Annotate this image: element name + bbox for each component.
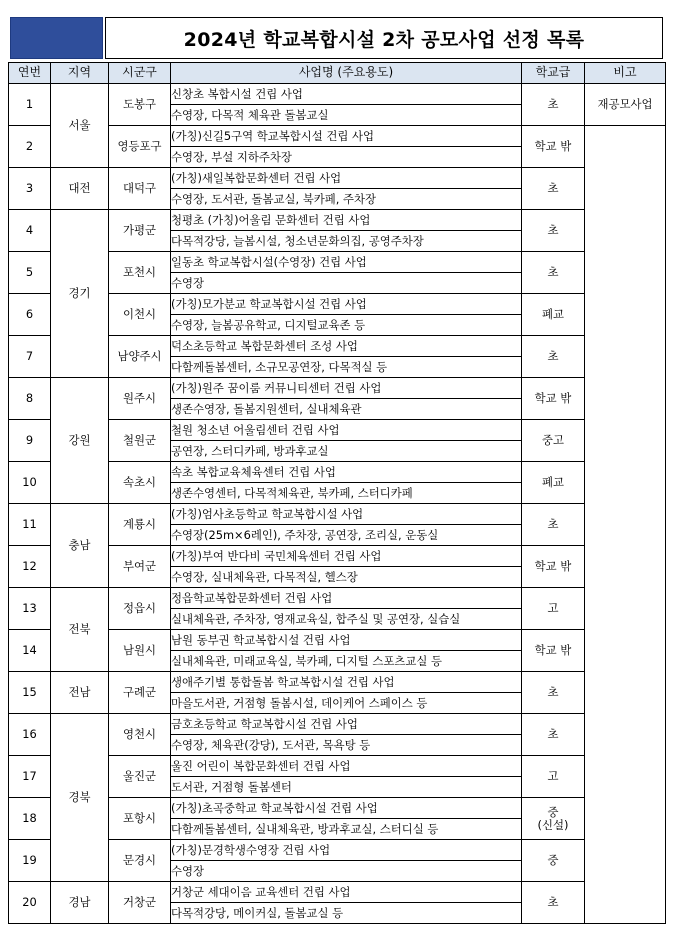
document-title: 2024년 학교복합시설 2차 공모사업 선정 목록	[105, 17, 663, 59]
region-cell: 경남	[51, 882, 109, 924]
school-level-cell: 학교 밖	[522, 378, 585, 420]
project-name: (가칭)신길5구역 학교복합시설 건립 사업	[171, 126, 522, 147]
project-name: 일동초 학교복합시설(수영장) 건립 사업	[171, 252, 522, 273]
city-cell: 정읍시	[109, 588, 171, 630]
city-cell: 포항시	[109, 798, 171, 840]
school-level-cell: 고	[522, 588, 585, 630]
note-cell: 재공모사업	[585, 84, 666, 126]
project-name: 거창군 세대이음 교육센터 건립 사업	[171, 882, 522, 903]
school-level-cell: 폐교	[522, 462, 585, 504]
table-row	[9, 210, 666, 231]
row-number: 19	[9, 840, 51, 882]
project-name: (가칭)새일복합문화센터 건립 사업	[171, 168, 522, 189]
school-level-cell: 초	[522, 336, 585, 378]
city-cell: 포천시	[109, 252, 171, 294]
school-level-cell: 중 (신설)	[522, 798, 585, 840]
school-level-cell: 고	[522, 756, 585, 798]
header-city: 시군구	[109, 63, 171, 84]
project-name: (가칭)원주 꿈이룸 커뮤니티센터 건립 사업	[171, 378, 522, 399]
project-uses: 다함께돌봄센터, 실내체육관, 방과후교실, 스터디실 등	[171, 819, 522, 840]
project-uses: 생존수영센터, 다목적체육관, 북카페, 스터디카페	[171, 483, 522, 504]
table-row	[9, 714, 666, 735]
row-number: 4	[9, 210, 51, 252]
city-cell: 영천시	[109, 714, 171, 756]
project-uses: 수영장, 부설 지하주차장	[171, 147, 522, 168]
city-cell: 이천시	[109, 294, 171, 336]
school-level-cell: 중	[522, 840, 585, 882]
city-cell: 부여군	[109, 546, 171, 588]
project-name: 울진 어린이 복합문화센터 건립 사업	[171, 756, 522, 777]
table-row	[9, 84, 666, 105]
row-number: 17	[9, 756, 51, 798]
header-project: 사업명 (주요용도)	[171, 63, 522, 84]
region-cell: 전북	[51, 588, 109, 672]
table-row	[9, 672, 666, 693]
row-number: 5	[9, 252, 51, 294]
city-cell: 속초시	[109, 462, 171, 504]
project-uses: 실내체육관, 주차장, 영재교육실, 합주실 및 공연장, 실습실	[171, 609, 522, 630]
region-cell: 경북	[51, 714, 109, 882]
school-level-cell: 학교 밖	[522, 546, 585, 588]
city-cell: 철원군	[109, 420, 171, 462]
city-cell: 문경시	[109, 840, 171, 882]
region-cell: 경기	[51, 210, 109, 378]
school-level-cell: 초	[522, 672, 585, 714]
table-body	[9, 84, 666, 924]
city-cell: 계룡시	[109, 504, 171, 546]
header-color-block	[10, 17, 103, 59]
city-cell: 도봉구	[109, 84, 171, 126]
row-number: 20	[9, 882, 51, 924]
school-level-cell: 초	[522, 168, 585, 210]
project-uses: 수영장	[171, 861, 522, 882]
school-level-cell: 초	[522, 252, 585, 294]
project-name: 금호초등학교 학교복합시설 건립 사업	[171, 714, 522, 735]
project-name: 속초 복합교육체육센터 건립 사업	[171, 462, 522, 483]
row-number: 8	[9, 378, 51, 420]
school-level-cell: 초	[522, 714, 585, 756]
header-no: 연번	[9, 63, 51, 84]
table-row	[9, 504, 666, 525]
row-number: 13	[9, 588, 51, 630]
city-cell: 대덕구	[109, 168, 171, 210]
row-number: 15	[9, 672, 51, 714]
project-uses: 다목적강당, 늘봄시설, 청소년문화의집, 공영주차장	[171, 231, 522, 252]
region-cell: 전남	[51, 672, 109, 714]
row-number: 2	[9, 126, 51, 168]
project-name: (가칭)문경학생수영장 건립 사업	[171, 840, 522, 861]
project-name: 신창초 복합시설 건립 사업	[171, 84, 522, 105]
school-level-cell: 초	[522, 84, 585, 126]
project-name: (가칭)부여 반다비 국민체육센터 건립 사업	[171, 546, 522, 567]
project-uses: 수영장, 체육관(강당), 도서관, 목욕탕 등	[171, 735, 522, 756]
row-number: 16	[9, 714, 51, 756]
row-number: 12	[9, 546, 51, 588]
city-cell: 거창군	[109, 882, 171, 924]
row-number: 7	[9, 336, 51, 378]
project-name: 철원 청소년 어울림센터 건립 사업	[171, 420, 522, 441]
note-cell	[585, 126, 666, 924]
school-level-cell: 중고	[522, 420, 585, 462]
project-uses: 도서관, 거점형 돌봄센터	[171, 777, 522, 798]
project-uses: 다함께돌봄센터, 소규모공연장, 다목적실 등	[171, 357, 522, 378]
city-cell: 가평군	[109, 210, 171, 252]
selection-list-table	[8, 62, 666, 924]
school-level-cell: 초	[522, 504, 585, 546]
project-uses: 수영장	[171, 273, 522, 294]
project-uses: 마을도서관, 거점형 돌봄시설, 데이케어 스페이스 등	[171, 693, 522, 714]
project-uses: 공연장, 스터디카페, 방과후교실	[171, 441, 522, 462]
row-number: 11	[9, 504, 51, 546]
city-cell: 남양주시	[109, 336, 171, 378]
project-uses: 실내체육관, 미래교육실, 북카페, 디지털 스포츠교실 등	[171, 651, 522, 672]
project-name: 덕소초등학교 복합문화센터 조성 사업	[171, 336, 522, 357]
header-region: 지역	[51, 63, 109, 84]
row-number: 10	[9, 462, 51, 504]
project-uses: 수영장(25m×6레인), 주차장, 공연장, 조리실, 운동실	[171, 525, 522, 546]
project-name: 청평초 (가칭)어울림 문화센터 건립 사업	[171, 210, 522, 231]
project-uses: 수영장, 도서관, 돌봄교실, 북카페, 주차장	[171, 189, 522, 210]
row-number: 9	[9, 420, 51, 462]
city-cell: 구례군	[109, 672, 171, 714]
project-name: (가칭)모가분교 학교복합시설 건립 사업	[171, 294, 522, 315]
project-uses: 수영장, 다목적 체육관 돌봄교실	[171, 105, 522, 126]
city-cell: 원주시	[109, 378, 171, 420]
header-school-level: 학교급	[522, 63, 585, 84]
school-level-cell: 학교 밖	[522, 630, 585, 672]
school-level-cell: 폐교	[522, 294, 585, 336]
school-level-cell: 학교 밖	[522, 126, 585, 168]
region-cell: 강원	[51, 378, 109, 504]
city-cell: 영등포구	[109, 126, 171, 168]
table-row	[9, 168, 666, 189]
school-level-cell: 초	[522, 882, 585, 924]
region-cell: 충남	[51, 504, 109, 588]
project-name: 정읍학교복합문화센터 건립 사업	[171, 588, 522, 609]
project-name: (가칭)초곡중학교 학교복합시설 건립 사업	[171, 798, 522, 819]
row-number: 1	[9, 84, 51, 126]
table-row	[9, 588, 666, 609]
table-header-row	[9, 63, 666, 84]
region-cell: 서울	[51, 84, 109, 168]
city-cell: 남원시	[109, 630, 171, 672]
project-uses: 생존수영장, 돌봄지원센터, 실내체육관	[171, 399, 522, 420]
region-cell: 대전	[51, 168, 109, 210]
school-level-cell: 초	[522, 210, 585, 252]
table-row	[9, 378, 666, 399]
row-number: 3	[9, 168, 51, 210]
project-name: 생애주기별 통합돌봄 학교복합시설 건립 사업	[171, 672, 522, 693]
row-number: 18	[9, 798, 51, 840]
table-row	[9, 882, 666, 903]
project-name: (가칭)엄사초등학교 학교복합시설 사업	[171, 504, 522, 525]
header-note: 비고	[585, 63, 666, 84]
row-number: 14	[9, 630, 51, 672]
city-cell: 울진군	[109, 756, 171, 798]
project-uses: 다목적강당, 메이커실, 돌봄교실 등	[171, 903, 522, 924]
row-number: 6	[9, 294, 51, 336]
project-uses: 수영장, 늘봄공유학교, 디지털교육존 등	[171, 315, 522, 336]
project-name: 남원 동부권 학교복합시설 건립 사업	[171, 630, 522, 651]
project-uses: 수영장, 실내체육관, 다목적실, 헬스장	[171, 567, 522, 588]
